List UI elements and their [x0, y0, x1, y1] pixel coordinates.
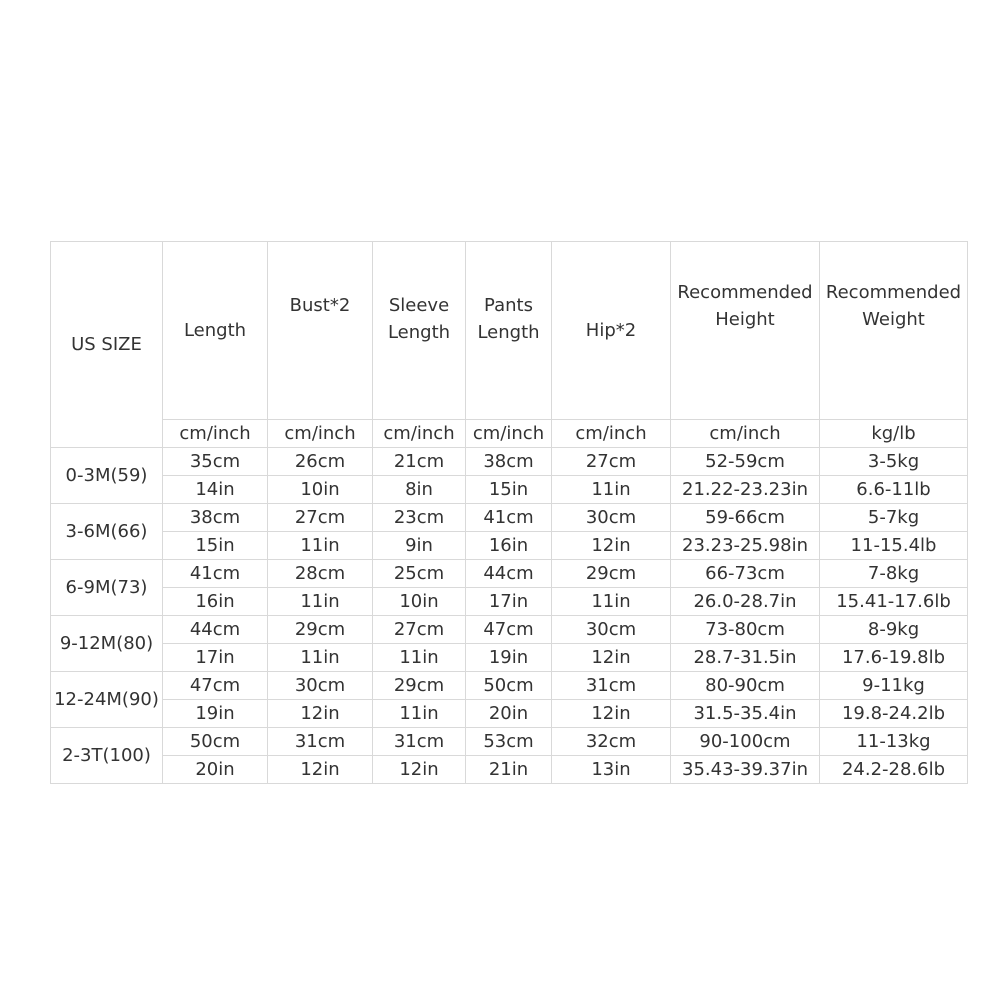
header-length-label: Length [183, 320, 247, 341]
cell-in: 14in [163, 476, 268, 504]
header-pants-length [466, 242, 552, 420]
cell-in: 19in [466, 644, 552, 672]
cell-in: 12in [268, 756, 373, 784]
cell-cm: 29cm [268, 616, 373, 644]
cell-cm: 27cm [373, 616, 466, 644]
cell-in: 15in [466, 476, 552, 504]
cell-in: 19in [163, 700, 268, 728]
size-row-in [51, 756, 968, 784]
cell-in: 11in [268, 644, 373, 672]
cell-in: 11in [373, 700, 466, 728]
cell-in: 13in [552, 756, 671, 784]
unit-cell: cm/inch [373, 420, 466, 448]
cell-in: 17in [163, 644, 268, 672]
unit-cell: cm/inch [268, 420, 373, 448]
cell-cm: 59-66cm [671, 504, 820, 532]
cell-in: 11-15.4lb [820, 532, 968, 560]
size-row-in [51, 700, 968, 728]
size-row-cm [51, 728, 968, 756]
header-us-size-label: US SIZE [71, 334, 142, 355]
cell-cm: 5-7kg [820, 504, 968, 532]
header-bust-label: Bust*2 [289, 295, 351, 316]
cell-cm: 47cm [466, 616, 552, 644]
size-row-in [51, 588, 968, 616]
cell-cm: 38cm [163, 504, 268, 532]
header-recommended-height-line1: Recommended [677, 282, 813, 303]
cell-cm: 8-9kg [820, 616, 968, 644]
unit-row [51, 420, 968, 448]
cell-in: 8in [373, 476, 466, 504]
cell-cm: 90-100cm [671, 728, 820, 756]
cell-in: 26.0-28.7in [671, 588, 820, 616]
cell-cm: 31cm [552, 672, 671, 700]
header-recommended-weight-line2: Weight [862, 309, 925, 330]
cell-cm: 53cm [466, 728, 552, 756]
header-sleeve-length-line1: Sleeve [388, 295, 450, 316]
cell-cm: 50cm [163, 728, 268, 756]
header-sleeve-length [373, 242, 466, 420]
cell-in: 35.43-39.37in [671, 756, 820, 784]
size-row-cm [51, 560, 968, 588]
cell-in: 12in [268, 700, 373, 728]
cell-in: 16in [163, 588, 268, 616]
unit-cell: cm/inch [552, 420, 671, 448]
size-row-cm [51, 616, 968, 644]
header-pants-length-line2: Length [477, 322, 540, 343]
cell-in: 19.8-24.2lb [820, 700, 968, 728]
header-recommended-height-line2: Height [715, 309, 775, 330]
size-label: 3-6M(66) [51, 504, 163, 560]
cell-cm: 44cm [466, 560, 552, 588]
size-label: 9-12M(80) [51, 616, 163, 672]
cell-cm: 52-59cm [671, 448, 820, 476]
header-recommended-weight [820, 242, 968, 420]
cell-in: 12in [552, 644, 671, 672]
unit-cell: kg/lb [820, 420, 968, 448]
cell-in: 20in [163, 756, 268, 784]
cell-in: 20in [466, 700, 552, 728]
cell-in: 24.2-28.6lb [820, 756, 968, 784]
header-bust [268, 242, 373, 420]
size-row-cm [51, 448, 968, 476]
cell-in: 15.41-17.6lb [820, 588, 968, 616]
cell-cm: 25cm [373, 560, 466, 588]
cell-in: 11in [552, 476, 671, 504]
cell-in: 12in [552, 532, 671, 560]
size-row-cm [51, 672, 968, 700]
cell-in: 12in [373, 756, 466, 784]
size-label: 12-24M(90) [51, 672, 163, 728]
cell-in: 10in [268, 476, 373, 504]
cell-in: 6.6-11lb [820, 476, 968, 504]
cell-in: 10in [373, 588, 466, 616]
cell-cm: 31cm [268, 728, 373, 756]
header-recommended-weight-line1: Recommended [825, 282, 962, 303]
header-pants-length-line1: Pants [484, 295, 533, 316]
header-sleeve-length-line2: Length [387, 322, 451, 343]
cell-cm: 35cm [163, 448, 268, 476]
size-row-in [51, 644, 968, 672]
size-label: 6-9M(73) [51, 560, 163, 616]
size-row-cm [51, 504, 968, 532]
cell-in: 17.6-19.8lb [820, 644, 968, 672]
cell-cm: 11-13kg [820, 728, 968, 756]
cell-in: 11in [268, 532, 373, 560]
cell-cm: 31cm [373, 728, 466, 756]
cell-in: 31.5-35.4in [671, 700, 820, 728]
cell-in: 15in [163, 532, 268, 560]
header-hip [552, 242, 671, 420]
cell-in: 9in [373, 532, 466, 560]
cell-cm: 29cm [552, 560, 671, 588]
cell-in: 28.7-31.5in [671, 644, 820, 672]
size-label: 2-3T(100) [51, 728, 163, 784]
size-label: 0-3M(59) [51, 448, 163, 504]
cell-cm: 41cm [163, 560, 268, 588]
cell-in: 21in [466, 756, 552, 784]
cell-cm: 80-90cm [671, 672, 820, 700]
header-hip-label: Hip*2 [585, 320, 637, 341]
cell-cm: 38cm [466, 448, 552, 476]
cell-cm: 30cm [268, 672, 373, 700]
size-chart-body [51, 242, 968, 784]
cell-cm: 9-11kg [820, 672, 968, 700]
size-row-in [51, 532, 968, 560]
cell-cm: 44cm [163, 616, 268, 644]
cell-cm: 66-73cm [671, 560, 820, 588]
cell-in: 23.23-25.98in [671, 532, 820, 560]
cell-cm: 73-80cm [671, 616, 820, 644]
cell-cm: 27cm [268, 504, 373, 532]
size-row-in [51, 476, 968, 504]
cell-cm: 47cm [163, 672, 268, 700]
cell-cm: 30cm [552, 616, 671, 644]
cell-cm: 21cm [373, 448, 466, 476]
cell-cm: 30cm [552, 504, 671, 532]
header-recommended-height [671, 242, 820, 420]
unit-cell: cm/inch [163, 420, 268, 448]
header-us-size [51, 242, 163, 448]
cell-cm: 26cm [268, 448, 373, 476]
unit-cell: cm/inch [671, 420, 820, 448]
cell-cm: 28cm [268, 560, 373, 588]
cell-in: 17in [466, 588, 552, 616]
cell-in: 11in [373, 644, 466, 672]
cell-cm: 23cm [373, 504, 466, 532]
cell-cm: 7-8kg [820, 560, 968, 588]
cell-in: 11in [268, 588, 373, 616]
header-row [51, 242, 968, 420]
unit-cell: cm/inch [466, 420, 552, 448]
cell-in: 21.22-23.23in [671, 476, 820, 504]
cell-cm: 3-5kg [820, 448, 968, 476]
cell-cm: 50cm [466, 672, 552, 700]
cell-cm: 41cm [466, 504, 552, 532]
header-length [163, 242, 268, 420]
cell-in: 12in [552, 700, 671, 728]
cell-in: 11in [552, 588, 671, 616]
size-chart-table [50, 241, 968, 784]
cell-in: 16in [466, 532, 552, 560]
cell-cm: 29cm [373, 672, 466, 700]
cell-cm: 32cm [552, 728, 671, 756]
cell-cm: 27cm [552, 448, 671, 476]
